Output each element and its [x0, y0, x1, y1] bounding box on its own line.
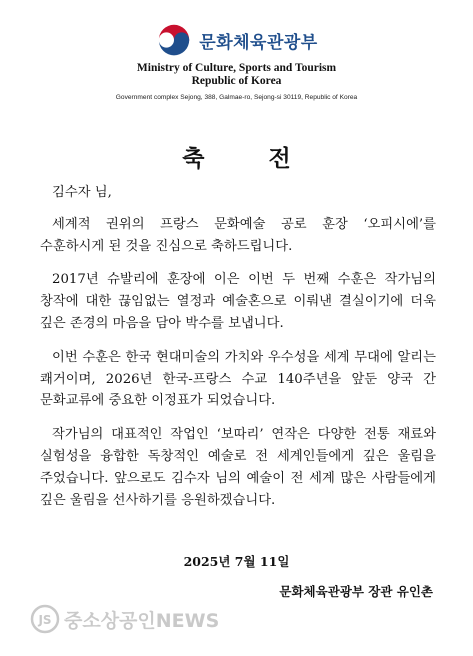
signature-line: 문화체육관광부 장관 유인촌: [279, 584, 433, 599]
paragraph-1: 세계적 권위의 프랑스 문화예술 공로 훈장 ‘오피시에’를 수훈하시게 된 것을 진심으로 축하드립니다.: [40, 216, 436, 254]
ministry-name-english-line1: Ministry of Culture, Sports and Tourism: [136, 62, 337, 74]
ministry-name-english-line2: Republic of Korea: [191, 75, 282, 87]
taegeuk-emblem-icon: [155, 21, 193, 59]
paragraph-4: 작가님의 대표적인 작업인 ‘보따리’ 연작은 다양한 전통 재료와 실험성을 융합한 독창적인 예술로 전 세계인들에게 깊은 울림을 주었습니다. 앞으로도 김수자 님의 예술이 전 세계 많은 사람들에게 깊은 울림을 선사하기를 응원하겠습니다.: [40, 427, 436, 508]
paragraph-3: 이번 수훈은 한국 현대미술의 가치와 우수성을 세계 무대에 알리는 쾌거이며, 2026년 한국-프랑스 수교 140주년을 앞둔 양국 간 문화교류에 중요한 이정표가 되었습니다.: [40, 349, 436, 409]
letter-date: 2025년 7월 11일: [183, 554, 290, 569]
paragraph-2: 2017년 슈발리에 훈장에 이은 이번 두 번째 수훈은 작가님의 창작에 대한 끊임없는 열정과 예술혼으로 이뤄낸 결실이기에 더욱 깊은 존경의 마음을 담아 박수를 보냅니다.: [40, 272, 436, 331]
ministry-name-korean: 문화체육관광부: [199, 32, 318, 53]
news-watermark: [30, 604, 219, 634]
ministry-logo: [0, 18, 473, 62]
news-logo-icon: [30, 604, 60, 634]
ministry-address: Government complex Sejong, 388, Galmae-ro, Sejong-si 30119, Republic of Korea: [115, 94, 358, 101]
svg-text:JS: JS: [38, 613, 52, 627]
letterhead: [0, 18, 473, 101]
letter-body: [40, 182, 436, 523]
letter-title: 축 전: [182, 146, 319, 172]
addressee: 김수자 님,: [52, 185, 112, 200]
watermark-text: 중소상공인NEWS: [64, 609, 220, 632]
